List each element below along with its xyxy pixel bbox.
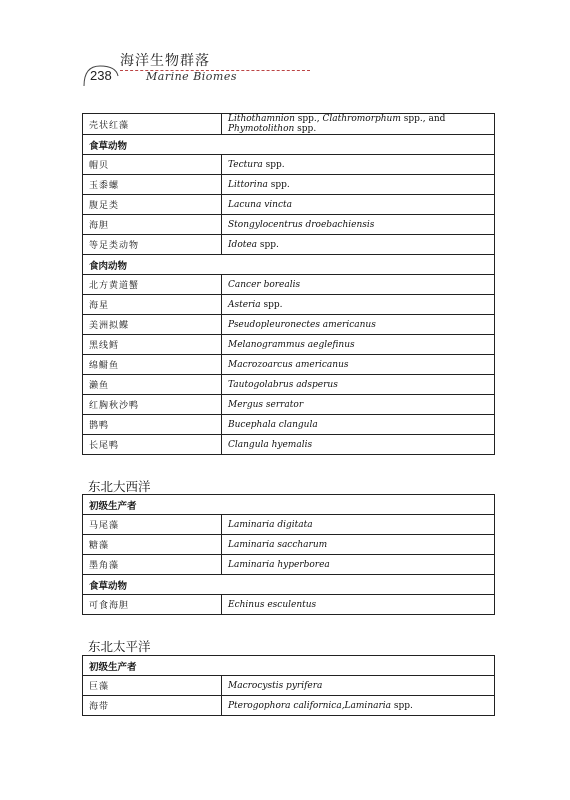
- scientific-name-part: Laminaria hyperborea: [228, 559, 330, 570]
- scientific-name-part: Echinus esculentus: [228, 599, 317, 610]
- common-name-cell: 腹足类: [83, 195, 222, 215]
- category-row: [83, 495, 495, 515]
- scientific-name-cell: [222, 195, 495, 215]
- scientific-name-cell: [222, 535, 495, 555]
- page-header: [80, 48, 320, 90]
- species-table-1: [82, 113, 495, 455]
- scientific-name-part: Stongylocentrus droebachiensis: [228, 219, 375, 230]
- scientific-name-part: Tectura: [228, 159, 263, 170]
- scientific-name-part: spp.: [294, 124, 317, 134]
- table-row: [83, 195, 495, 215]
- common-name-cell: 海胆: [83, 215, 222, 235]
- table-row: [83, 175, 495, 195]
- scientific-name-part: Littorina: [228, 179, 268, 190]
- table-row: [83, 555, 495, 575]
- scientific-name-part: Lacuna vincta: [228, 199, 292, 210]
- common-name-cell: 等足类动物: [83, 235, 222, 255]
- species-table-northeast-atlantic: [82, 494, 495, 615]
- common-name-cell: 黑线鳕: [83, 335, 222, 355]
- scientific-name-cell: [222, 175, 495, 195]
- running-title: 海洋生物群落: [120, 53, 210, 69]
- table-row: [83, 355, 495, 375]
- category-label: 初级生产者: [83, 495, 495, 515]
- scientific-name-part: Clathromorphum: [322, 114, 401, 124]
- table-row: [83, 395, 495, 415]
- category-row: [83, 575, 495, 595]
- common-name-cell: 马尾藻: [83, 515, 222, 535]
- table-row: [83, 696, 495, 716]
- scientific-name-part: Cancer borealis: [228, 279, 301, 290]
- species-table-northeast-pacific: [82, 655, 495, 716]
- scientific-name-part: Laminaria digitata: [228, 519, 313, 530]
- section-title-northeast-pacific: 东北太平洋: [88, 639, 151, 654]
- category-label: 初级生产者: [83, 656, 495, 676]
- common-name-cell: 红胸秋沙鸭: [83, 395, 222, 415]
- category-row: [83, 656, 495, 676]
- page-number: 238: [90, 68, 112, 83]
- scientific-name-part: Pseudopleuronectes americanus: [228, 319, 376, 330]
- scientific-name-part: Clangula hyemalis: [228, 439, 313, 450]
- scientific-name-cell: [222, 595, 495, 615]
- scientific-name-cell: [222, 295, 495, 315]
- table-row: [83, 155, 495, 175]
- table-row: [83, 235, 495, 255]
- scientific-name-part: Mergus serrator: [228, 399, 304, 410]
- scientific-name-part: Phymotolithon: [228, 124, 295, 134]
- scientific-name-cell: [222, 395, 495, 415]
- category-row: [83, 255, 495, 275]
- section-title-northeast-atlantic: 东北大西洋: [88, 479, 151, 494]
- scientific-name-part: Laminaria saccharum: [228, 539, 328, 550]
- common-name-cell: 鹊鸭: [83, 415, 222, 435]
- scientific-name-cell: [222, 275, 495, 295]
- common-name-cell: 海星: [83, 295, 222, 315]
- scientific-name-part: spp.: [262, 159, 285, 170]
- scientific-name-part: spp.: [391, 700, 413, 711]
- scientific-name-part: Tautogolabrus adsperus: [228, 379, 338, 390]
- table-row: [83, 275, 495, 295]
- table-row: [83, 535, 495, 555]
- table-row: [83, 595, 495, 615]
- scientific-name-part: Idotea: [228, 239, 258, 250]
- common-name-cell: 壳状红藻: [83, 114, 222, 135]
- table-row: [83, 515, 495, 535]
- category-label: 食肉动物: [83, 255, 495, 275]
- scientific-name-cell: [222, 355, 495, 375]
- category-row: [83, 135, 495, 155]
- common-name-cell: 美洲拟鲽: [83, 315, 222, 335]
- scientific-name-part: spp., and: [400, 114, 446, 124]
- scientific-name-cell: [222, 696, 495, 716]
- table-row: [83, 415, 495, 435]
- table-row: [83, 435, 495, 455]
- common-name-cell: 海带: [83, 696, 222, 716]
- table-row: [83, 114, 495, 135]
- common-name-cell: 墨角藻: [83, 555, 222, 575]
- common-name-cell: 长尾鸭: [83, 435, 222, 455]
- scientific-name-part: Macrocystis pyrifera: [228, 680, 323, 691]
- common-name-cell: 糖藻: [83, 535, 222, 555]
- common-name-cell: 北方黄道蟹: [83, 275, 222, 295]
- common-name-cell: 巨藻: [83, 676, 222, 696]
- scientific-name-cell: [222, 415, 495, 435]
- scientific-name-cell: [222, 515, 495, 535]
- scientific-name-cell: [222, 215, 495, 235]
- scientific-name-part: Lithothamnion: [228, 114, 295, 124]
- scientific-name-cell: [222, 335, 495, 355]
- common-name-cell: 玉黍螺: [83, 175, 222, 195]
- common-name-cell: 可食海胆: [83, 595, 222, 615]
- category-label: 食草动物: [83, 135, 495, 155]
- common-name-cell: 帽贝: [83, 155, 222, 175]
- scientific-name-part: Pterogophora californica,Laminaria: [228, 700, 392, 711]
- table-row: [83, 315, 495, 335]
- scientific-name-part: Macrozoarcus americanus: [228, 359, 349, 370]
- scientific-name-cell: [222, 435, 495, 455]
- scientific-name-part: spp.: [260, 299, 283, 310]
- scientific-name-part: spp.: [257, 239, 279, 250]
- scientific-name-part: spp.: [267, 179, 290, 190]
- scientific-name-cell: [222, 375, 495, 395]
- scientific-name-part: Melanogrammus aeglefinus: [228, 339, 355, 350]
- table-row: [83, 295, 495, 315]
- table-row: [83, 335, 495, 355]
- scientific-name-part: Asteria: [228, 299, 261, 310]
- category-label: 食草动物: [83, 575, 495, 595]
- common-name-cell: 绵鳚鱼: [83, 355, 222, 375]
- table-row: [83, 215, 495, 235]
- scientific-name-cell: [222, 315, 495, 335]
- scientific-name-part: Bucephala clangula: [228, 419, 318, 430]
- scientific-name-cell: [222, 235, 495, 255]
- table-row: [83, 676, 495, 696]
- scientific-name-cell: [222, 676, 495, 696]
- table-row: [83, 375, 495, 395]
- scientific-name-cell: [222, 114, 495, 135]
- common-name-cell: 濑鱼: [83, 375, 222, 395]
- scientific-name-cell: [222, 155, 495, 175]
- running-subtitle: Marine Biomes: [146, 70, 237, 83]
- scientific-name-cell: [222, 555, 495, 575]
- scientific-name-part: spp.,: [294, 114, 323, 124]
